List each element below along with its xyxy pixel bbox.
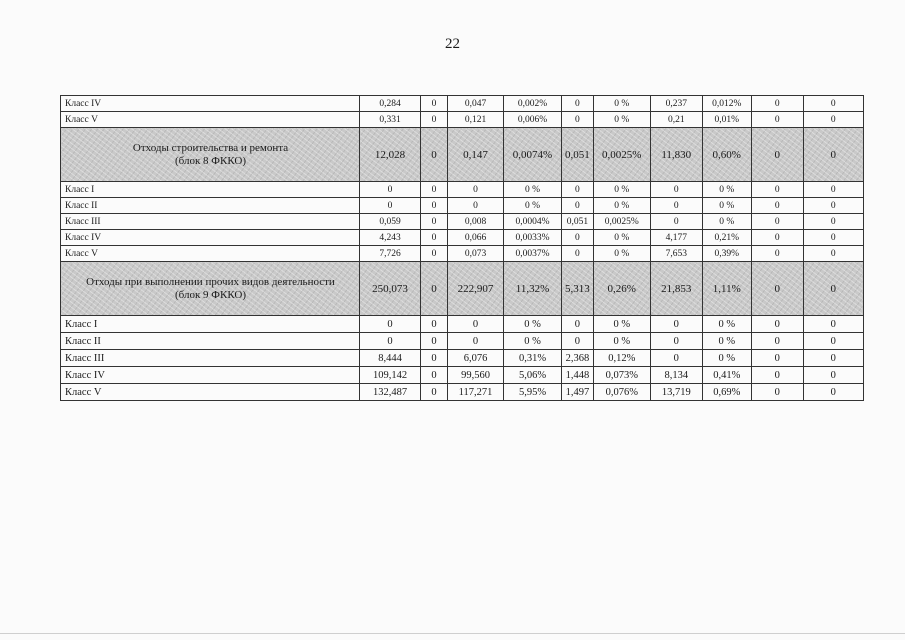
value-cell: 0	[803, 350, 863, 367]
value-cell: 0	[421, 384, 448, 401]
table-row	[61, 214, 864, 230]
value-cell: 0	[562, 316, 594, 333]
value-cell: 4,243	[360, 230, 421, 246]
value-cell: 0,059	[360, 214, 421, 230]
value-cell: 0	[803, 316, 863, 333]
value-cell: 0,12%	[593, 350, 650, 367]
block-label-line: (блок 8 ФККО)	[174, 154, 247, 167]
value-cell: 0,121	[448, 112, 504, 128]
value-cell: 0,0037%	[504, 246, 562, 262]
value-cell: 0,69%	[702, 384, 751, 401]
value-cell: 0,008	[448, 214, 504, 230]
value-cell: 0,39%	[702, 246, 751, 262]
value-cell: 0	[421, 96, 448, 112]
table-row	[61, 246, 864, 262]
value-cell: 0,0033%	[504, 230, 562, 246]
value-cell: 0	[360, 182, 421, 198]
table-row	[61, 96, 864, 112]
value-cell: 0	[803, 262, 863, 316]
value-cell: 1,448	[562, 367, 594, 384]
block-label	[61, 262, 360, 316]
value-cell: 0 %	[504, 316, 562, 333]
value-cell: 0,41%	[702, 367, 751, 384]
table-row	[61, 112, 864, 128]
value-cell: 0,066	[448, 230, 504, 246]
value-cell: 0	[751, 316, 803, 333]
value-cell: 11,830	[650, 128, 702, 182]
class-label: Класс IV	[61, 96, 360, 112]
value-cell: 0	[803, 367, 863, 384]
value-cell: 0,002%	[504, 96, 562, 112]
value-cell: 109,142	[360, 367, 421, 384]
value-cell: 0	[421, 367, 448, 384]
value-cell: 6,076	[448, 350, 504, 367]
value-cell: 21,853	[650, 262, 702, 316]
block-label	[61, 128, 360, 182]
page-number: 22	[445, 36, 460, 52]
value-cell: 0	[751, 96, 803, 112]
value-cell: 0 %	[504, 198, 562, 214]
value-cell: 0	[803, 128, 863, 182]
class-label: Класс III	[61, 214, 360, 230]
value-cell: 0	[650, 214, 702, 230]
value-cell: 0 %	[593, 182, 650, 198]
class-label: Класс V	[61, 384, 360, 401]
value-cell: 0 %	[593, 316, 650, 333]
value-cell: 5,313	[562, 262, 594, 316]
value-cell: 0,147	[448, 128, 504, 182]
value-cell: 0,237	[650, 96, 702, 112]
value-cell: 0	[650, 198, 702, 214]
class-label: Класс V	[61, 112, 360, 128]
value-cell: 12,028	[360, 128, 421, 182]
value-cell: 7,726	[360, 246, 421, 262]
table-row	[61, 316, 864, 333]
table-row	[61, 198, 864, 214]
value-cell: 5,95%	[504, 384, 562, 401]
value-cell: 0,073	[448, 246, 504, 262]
value-cell: 11,32%	[504, 262, 562, 316]
value-cell: 0	[803, 182, 863, 198]
value-cell: 1,11%	[702, 262, 751, 316]
value-cell: 7,653	[650, 246, 702, 262]
value-cell: 0	[562, 112, 594, 128]
block-label-line: Отходы строительства и ремонта	[132, 141, 289, 154]
value-cell: 0,051	[562, 214, 594, 230]
value-cell: 0	[751, 350, 803, 367]
value-cell: 0,21%	[702, 230, 751, 246]
value-cell: 0,31%	[504, 350, 562, 367]
value-cell: 0 %	[504, 182, 562, 198]
value-cell: 222,907	[448, 262, 504, 316]
value-cell: 117,271	[448, 384, 504, 401]
value-cell: 0 %	[504, 333, 562, 350]
block-label-line: (блок 9 ФККО)	[174, 288, 247, 301]
value-cell: 0	[448, 316, 504, 333]
value-cell: 0,006%	[504, 112, 562, 128]
value-cell: 0	[421, 112, 448, 128]
value-cell: 0	[803, 198, 863, 214]
value-cell: 0	[803, 333, 863, 350]
waste-table	[60, 95, 864, 401]
value-cell: 0,0025%	[593, 128, 650, 182]
value-cell: 0,0074%	[504, 128, 562, 182]
table-row	[61, 367, 864, 384]
value-cell: 4,177	[650, 230, 702, 246]
value-cell: 0,051	[562, 128, 594, 182]
value-cell: 13,719	[650, 384, 702, 401]
value-cell: 0	[562, 333, 594, 350]
class-label: Класс III	[61, 350, 360, 367]
class-label: Класс II	[61, 333, 360, 350]
value-cell: 0	[751, 198, 803, 214]
value-cell: 0	[751, 333, 803, 350]
value-cell: 0 %	[593, 246, 650, 262]
block-label-line: Отходы при выполнении прочих видов деятельности	[86, 275, 335, 288]
value-cell: 99,560	[448, 367, 504, 384]
value-cell: 0	[803, 246, 863, 262]
value-cell: 0 %	[593, 112, 650, 128]
value-cell: 5,06%	[504, 367, 562, 384]
value-cell: 0,21	[650, 112, 702, 128]
class-label: Класс IV	[61, 367, 360, 384]
value-cell: 1,497	[562, 384, 594, 401]
value-cell: 0	[421, 246, 448, 262]
value-cell: 0 %	[593, 333, 650, 350]
value-cell: 0,284	[360, 96, 421, 112]
table-row	[61, 182, 864, 198]
value-cell: 0	[650, 182, 702, 198]
value-cell: 0	[803, 384, 863, 401]
value-cell: 0	[751, 367, 803, 384]
value-cell: 0	[562, 198, 594, 214]
value-cell: 0	[421, 350, 448, 367]
class-label: Класс V	[61, 246, 360, 262]
table-row	[61, 333, 864, 350]
value-cell: 0 %	[593, 230, 650, 246]
value-cell: 0	[448, 198, 504, 214]
value-cell: 0,01%	[702, 112, 751, 128]
value-cell: 2,368	[562, 350, 594, 367]
value-cell: 0	[562, 182, 594, 198]
class-label: Класс I	[61, 182, 360, 198]
value-cell: 0 %	[702, 182, 751, 198]
value-cell: 0	[751, 384, 803, 401]
value-cell: 0 %	[702, 350, 751, 367]
table-row	[61, 384, 864, 401]
value-cell: 0	[360, 333, 421, 350]
value-cell: 0	[803, 214, 863, 230]
value-cell: 0,26%	[593, 262, 650, 316]
value-cell: 0	[751, 246, 803, 262]
value-cell: 0	[360, 198, 421, 214]
value-cell: 0	[751, 214, 803, 230]
value-cell: 250,073	[360, 262, 421, 316]
table-row	[61, 230, 864, 246]
value-cell: 0	[751, 112, 803, 128]
value-cell: 0	[803, 96, 863, 112]
value-cell: 0	[421, 230, 448, 246]
value-cell: 0	[360, 316, 421, 333]
value-cell: 8,444	[360, 350, 421, 367]
value-cell: 0	[803, 230, 863, 246]
value-cell: 0	[421, 333, 448, 350]
value-cell: 0	[650, 333, 702, 350]
value-cell: 0	[562, 96, 594, 112]
value-cell: 0 %	[702, 333, 751, 350]
value-cell: 0	[562, 230, 594, 246]
value-cell: 0	[448, 333, 504, 350]
value-cell: 0	[421, 262, 448, 316]
value-cell: 0	[751, 128, 803, 182]
class-label: Класс IV	[61, 230, 360, 246]
value-cell: 132,487	[360, 384, 421, 401]
table-body	[61, 96, 864, 401]
class-label: Класс II	[61, 198, 360, 214]
value-cell: 8,134	[650, 367, 702, 384]
value-cell: 0 %	[593, 198, 650, 214]
value-cell: 0	[562, 246, 594, 262]
value-cell: 0	[803, 112, 863, 128]
value-cell: 0,0004%	[504, 214, 562, 230]
class-label: Класс I	[61, 316, 360, 333]
value-cell: 0,0025%	[593, 214, 650, 230]
block-header-row	[61, 128, 864, 182]
table-row	[61, 350, 864, 367]
value-cell: 0	[751, 230, 803, 246]
value-cell: 0,331	[360, 112, 421, 128]
page-bottom-rule	[0, 633, 905, 634]
value-cell: 0	[421, 316, 448, 333]
value-cell: 0,073%	[593, 367, 650, 384]
value-cell: 0	[421, 182, 448, 198]
value-cell: 0	[751, 182, 803, 198]
value-cell: 0	[751, 262, 803, 316]
value-cell: 0,047	[448, 96, 504, 112]
block-header-row	[61, 262, 864, 316]
value-cell: 0	[421, 198, 448, 214]
value-cell: 0	[448, 182, 504, 198]
value-cell: 0	[421, 128, 448, 182]
value-cell: 0,076%	[593, 384, 650, 401]
value-cell: 0,60%	[702, 128, 751, 182]
value-cell: 0	[650, 316, 702, 333]
value-cell: 0 %	[702, 316, 751, 333]
value-cell: 0	[421, 214, 448, 230]
value-cell: 0 %	[702, 214, 751, 230]
value-cell: 0 %	[593, 96, 650, 112]
value-cell: 0 %	[702, 198, 751, 214]
value-cell: 0	[650, 350, 702, 367]
value-cell: 0,012%	[702, 96, 751, 112]
